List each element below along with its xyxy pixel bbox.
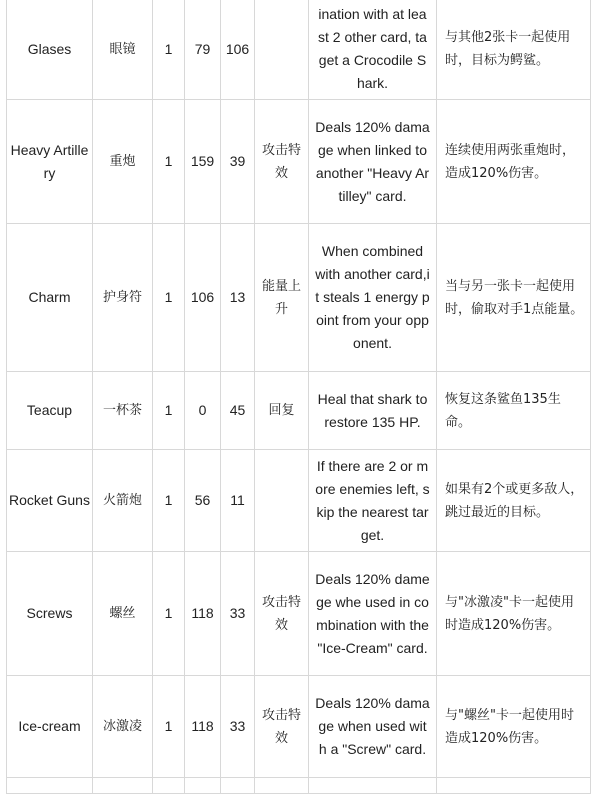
- card-type: 能量上升: [255, 224, 309, 372]
- card-count: 1: [153, 224, 185, 372]
- card-count: 1: [153, 0, 185, 100]
- card-desc-zh: 如果有2个或更多敌人，跳过最近的目标。: [437, 450, 591, 552]
- card-name-zh: 护身符: [93, 224, 153, 372]
- table-row: [7, 100, 591, 224]
- table-row: [7, 224, 591, 372]
- card-type: 回复: [255, 372, 309, 450]
- card-stat-1: 56: [185, 450, 221, 552]
- table-row: [7, 372, 591, 450]
- card-stat-2: 45: [221, 372, 255, 450]
- card-stat-1: 0: [185, 372, 221, 450]
- card-desc-en: If there are 2 or more enemies left, skip the nearest target.: [309, 450, 437, 552]
- card-desc-en: Deals 120% damege whe used in combination with the "Ice-Cream" card.: [309, 552, 437, 676]
- card-name-zh: 重炮: [93, 100, 153, 224]
- card-desc-zh: 恢复这条鲨鱼135生命。: [437, 372, 591, 450]
- empty-cell: [185, 778, 221, 794]
- card-count: 1: [153, 100, 185, 224]
- card-count: 1: [153, 450, 185, 552]
- card-name-zh: 火箭炮: [93, 450, 153, 552]
- card-stat-1: 159: [185, 100, 221, 224]
- card-name-en: Ice-cream: [7, 676, 93, 778]
- card-table-body: [7, 0, 591, 794]
- card-count: 1: [153, 552, 185, 676]
- card-desc-en: ination with at least 2 other card, taget a Crocodile Shark.: [309, 0, 437, 100]
- empty-cell: [93, 778, 153, 794]
- card-name-en: Heavy Artillery: [7, 100, 93, 224]
- card-type: [255, 450, 309, 552]
- card-desc-zh: 与其他2张卡一起使用时，目标为鳄鲨。: [437, 0, 591, 100]
- card-name-en: Rocket Guns: [7, 450, 93, 552]
- card-count: 1: [153, 676, 185, 778]
- card-name-en: Teacup: [7, 372, 93, 450]
- card-stat-2: 33: [221, 552, 255, 676]
- card-desc-zh: 连续使用两张重炮时，造成120%伤害。: [437, 100, 591, 224]
- card-name-zh: 螺丝: [93, 552, 153, 676]
- card-stat-1: 118: [185, 552, 221, 676]
- card-desc-en: Deals 120% damage when linked to another "Heavy Artilley" card.: [309, 100, 437, 224]
- card-name-en: Glases: [7, 0, 93, 100]
- card-desc-en: Deals 120% damage when used with a "Screw" card.: [309, 676, 437, 778]
- card-stat-2: 11: [221, 450, 255, 552]
- card-stat-2: 106: [221, 0, 255, 100]
- empty-cell: [255, 778, 309, 794]
- table-row-partial: [7, 778, 591, 794]
- card-name-en: Charm: [7, 224, 93, 372]
- card-type: [255, 0, 309, 100]
- empty-cell: [221, 778, 255, 794]
- table-row: [7, 0, 591, 100]
- card-name-zh: 一杯茶: [93, 372, 153, 450]
- card-stat-2: 39: [221, 100, 255, 224]
- card-table-container: [6, 0, 591, 794]
- empty-cell: [309, 778, 437, 794]
- card-desc-zh: 与"螺丝"卡一起使用时造成120%伤害。: [437, 676, 591, 778]
- card-stat-1: 118: [185, 676, 221, 778]
- empty-cell: [437, 778, 591, 794]
- card-name-zh: 眼镜: [93, 0, 153, 100]
- card-desc-en: Heal that shark to restore 135 HP.: [309, 372, 437, 450]
- card-count: 1: [153, 372, 185, 450]
- empty-cell: [7, 778, 93, 794]
- card-desc-en: When combined with another card,it steals 1 energy point from your opponent.: [309, 224, 437, 372]
- card-type: 攻击特效: [255, 100, 309, 224]
- card-stat-2: 13: [221, 224, 255, 372]
- empty-cell: [153, 778, 185, 794]
- table-row: [7, 676, 591, 778]
- card-desc-zh: 当与另一张卡一起使用时，偷取对手1点能量。: [437, 224, 591, 372]
- card-table: [6, 0, 591, 794]
- card-name-en: Screws: [7, 552, 93, 676]
- card-stat-2: 33: [221, 676, 255, 778]
- table-row: [7, 552, 591, 676]
- card-type: 攻击特效: [255, 676, 309, 778]
- card-desc-zh: 与"冰激凌"卡一起使用时造成120%伤害。: [437, 552, 591, 676]
- card-stat-1: 79: [185, 0, 221, 100]
- card-name-zh: 冰激凌: [93, 676, 153, 778]
- card-stat-1: 106: [185, 224, 221, 372]
- table-row: [7, 450, 591, 552]
- card-type: 攻击特效: [255, 552, 309, 676]
